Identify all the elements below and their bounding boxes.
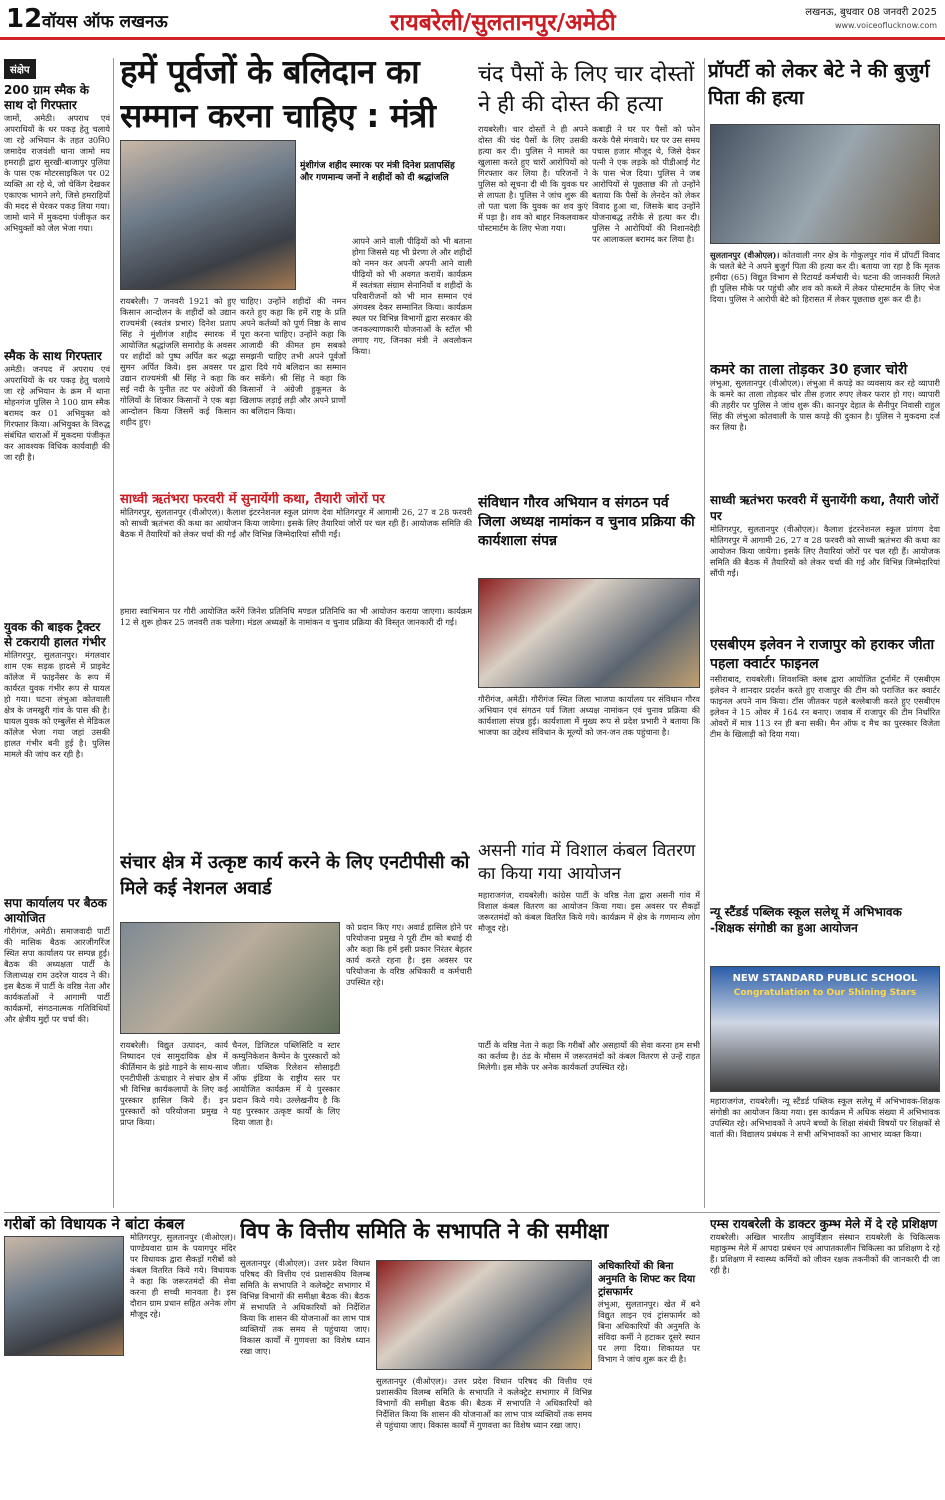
school-headline: न्यू स्टैंडर्ड पब्लिक स्कूल सलेथू में अभिभावक -शिक्षक संगोष्ठी का हुआ आयोजन: [710, 905, 902, 935]
vip-text-2: सुलतानपुर (वीओएल)। उत्तर प्रदेश विधान परिषद की वित्तीय एवं प्रशासकीय विलम्ब समिति के सभापति ने कलेक्ट्रेट सभागार में विभिन्न विभागों की समीक्षा बैठक की। बैठक में सभापति ने अधिकारियों को निर्देशित किया कि शासन की योजनाओं का लाभ पात्र व्यक्तियों तक समय से पहुंचाया जाए। विकास कार्यों में गुणवत्ता का विशेष ध्यान रखा जाए।: [376, 1376, 592, 1430]
vip-text: सुलतानपुर (वीओएल)। उत्तर प्रदेश विधान परिषद की वित्तीय एवं प्रशासकीय विलम्ब समिति के सभापति ने कलेक्ट्रेट सभागार में विभिन्न विभागों की समीक्षा बैठक की। बैठक में सभापति ने अधिकारियों को निर्देशित किया कि शासन की योजनाओं का लाभ पात्र व्यक्तियों तक समय से पहुंचाया जाए। विकास कार्यों में गुणवत्ता का विशेष ध्यान रखा जाए।: [240, 1258, 370, 1356]
transformer-headline: अधिकारियों की बिना अनुमति के शिफ्ट कर दिया ट्रांसफार्मर: [598, 1261, 696, 1298]
ntpc-photo: [120, 922, 340, 1034]
school-banner-sub: Congratulation to Our Shining Stars: [733, 988, 917, 998]
friends-headline: चंद पैसों के लिए चार दोस्तों ने ही की दोस्त की हत्या: [478, 62, 695, 117]
property-text-body: कोतवाली नगर क्षेत्र के गोकुलपुर गांव में प्रॉपर्टी विवाद के चलते बेटे ने अपने बुजुर्ग पिता की हत्या कर दी। बताया जा रहा है कि मृतक हमीदा (65) विद्युत विभाग से रिटायर्ड कर्मचारी थे। घटना की जानकारी मिलते ही पुलिस मौके पर पहुंची और शव को कब्जे में लेकर पोस्टमार्टम के लिए भेज दिया। पुलिस ने आरोपी बेटे को हिरासत में लेकर पूछताछ शुरू कर दी है।: [710, 250, 940, 304]
lock-text: लंभुआ, सुलतानपुर (वीओएल)। लंभुआ में कपड़े का व्यवसाय कर रहे व्यापारी के कमरे का ताला तोड़कर चोर तीस हजार रुपए लेकर फरार हो गए। व्यापारी की तहरीर पर पुलिस ने जांच शुरू की। कानपुर देहात के सैनीपुर निवासी राहुल सिंह की लंभुआ कोतवाली के पास कपड़े की दुकान है। पुलिस ने मुकदमा दर्ज कर लिया है।: [710, 378, 940, 432]
website-link[interactable]: www.voiceoflucknow.com: [834, 21, 937, 30]
main-photo: [120, 140, 296, 290]
brief-3-text: मोतिगरपुर, सुलतानपुर। मंगलवार शाम एक सड़क हादसे में प्राइवेट कॉलेज में फाइनेंसर के रूप में कार्यरत युवक गंभीर रूप से घायल हो गया। घटना लंभुआ कोतवाली क्षेत्र के जमखुरी गांव के पास की है। घायल युवक को एम्बुलेंस से मेडिकल कॉलेज भेजा गया जहां उसकी हालत गंभीर बनी हुई है। पुलिस मामले की जांच कर रही है।: [4, 650, 110, 759]
ntpc-text-a: रायबरेली। विद्युत उत्पादन, कार्य निष्पादन एवं सामुदायिक क्षेत्र में कीर्तिमान के झंडे गाड़ने के साथ-साथ एनटीपीसी ऊंचाहार ने संचार क्षेत्र में भी विभिन्न कार्यकलापों के लिए कई पुरस्कार हासिल किये हैं। इन पुरस्कारों को परियोजना प्रमुख ने प्राप्त किया।: [120, 1040, 228, 1127]
vip-photo: [376, 1260, 592, 1370]
brief-4-text: गौरीगंज, अमेठी। समाजवादी पार्टी की मासिक बैठक आरजीगरिंज स्थित सपा कार्यालय पर सम्पन्न हुई। बैठक की अध्यक्षता पार्टी के जिलाध्यक्ष राम उदरेज यादव ने की। इस बैठक में पार्टी के वरिष्ठ नेता और कार्यकर्ताओं ने आगामी पार्टी कार्यक्रमों, संगठनात्मक गतिविधियों और क्षेत्रीय मुद्दों पर चर्चा की।: [4, 926, 110, 1024]
mla-headline: गरीबों को विधायक ने बांटा कंबल: [4, 1216, 185, 1233]
school-photo: [710, 966, 940, 1092]
ntpc-headline: संचार क्षेत्र में उत्कृष्ट कार्य करने के लिए एनटीपीसी को मिले कई नेशनल अवार्ड: [120, 852, 470, 899]
school-banner: NEW STANDARD PUBLIC SCHOOL: [732, 973, 918, 984]
property-caption: सुलतानपुर (वीओएल)।: [710, 250, 780, 260]
vip-headline: विप के वित्तीय समिति के सभापति ने की समीक्षा: [240, 1219, 609, 1243]
exhibition-text: मोतिगरपुर, सुलतानपुर (वीओएल)। कैलाश इंटरनेशनल स्कूल प्रांगण देवा मोतिगरपुर में आगामी 26, 27 व 28 फरवरी को साध्वी ऋतंभरा की कथा का आयोजन किया जायेगा। इसके लिए तैयारियां जोरों पर चल रही हैं। आयोजक समिति की बैठक में तैयारियों को लेकर चर्चा की गई और विभिन्न जिम्मेदारियां सौंपी गईं।: [120, 507, 472, 539]
mla-photo: [4, 1236, 124, 1356]
property-headline: प्रॉपर्टी को लेकर बेटे ने की बुजुर्ग पिता की हत्या: [708, 60, 930, 109]
ntpc-text-c: को प्रदान किए गए। अवार्ड हासिल होने पर परियोजना प्रमुख ने पूरी टीम को बधाई दी और कहा कि हमें इसी प्रकार निरंतर बेहतर कार्य करते रहना है। इस अवसर पर परियोजना के वरिष्ठ अधिकारी व कर्मचारी उपस्थित रहे।: [346, 922, 472, 987]
column-rule: [113, 58, 114, 1208]
main-photo-caption: मुंशीगंज शहीद स्मारक पर मंत्री दिनेश प्रतापसिंह और गणमान्य जनों ने शहीदों को दी श्रद्धांजलि: [300, 161, 455, 183]
vip-story: [240, 1216, 700, 1256]
kambal-story: [478, 840, 700, 1210]
school-text: महाराजगंज, रायबरेली। न्यू स्टैंडर्ड पब्लिक स्कूल सलेथू में अभिभावक-शिक्षक संगोष्ठी का आयोजन किया गया। इस कार्यक्रम में अधिक संख्या में अभिभावक उपस्थित रहे। अभिभावकों ने अपने बच्चों के शिक्षा संबंधी विषयों पर शिक्षकों से वार्ता की। विद्यालय प्रबंधक ने सभी अभिभावकों का आभार व्यक्त किया।: [710, 1096, 940, 1139]
column-rule: [704, 58, 705, 1208]
mla-text: मोतिगरपुर, सुलतानपुर (वीओएल)। पाण्डेयवारा ग्राम के पयागपुर मंदिर पर विधायक द्वारा सैकड़ों गरीबों को कंबल वितरित किये गये। विधायक ने कहा कि जरूरतमंदों की सेवा करना ही सच्ची मानवता है। इस दौरान ग्राम प्रधान सहित अनेक लोग मौजूद रहे।: [130, 1232, 236, 1319]
property-text: [710, 250, 940, 360]
mla-story: [4, 1216, 236, 1496]
samvidhan-photo: [478, 578, 700, 688]
lock-headline: कमरे का ताला तोड़कर 30 हजार चोरी: [710, 362, 908, 378]
section-rule: [4, 1212, 940, 1213]
brief-1-headline: 200 ग्राम स्मैक के साथ दो गिरफ्तार: [4, 83, 89, 112]
brief-4-headline: सपा कार्यालय पर बैठक आयोजित: [4, 896, 107, 925]
main-text-a: रायबरेली। 7 जनवरी 1921 को हुए किसान आन्दोलन के शहीदों को उद्यान राज्यमंत्री (स्वतंत्र प्रभार) दिनेश प्रताप सिंह ने मुंशीगंज शहीद स्मारक में आयोजित श्रद्धांजलि समारोह के अवसर पर शहीदों को पुष्प अर्पित कर श्रद्धा सुमन अर्पित किये। इस अवसर पर उद्यान राज्यमंत्री श्री सिंह ने कहा कि सई नदी के पुनीत तट पर अंग्रेजों की गोलियों के शिकार किसानों ने एक बड़ा आन्दोलन किया जिसमें कई किसान शहीद हुए।: [120, 296, 236, 427]
sadhvi-story: [710, 492, 940, 632]
masthead: [0, 0, 945, 40]
brief-2-headline: स्मैक के साथ गिरफ्तार: [4, 349, 102, 363]
transformer-text: लंभुआ, सुलतानपुर। खेत में बने विद्युत लाइन एवं ट्रांसफार्मर को बिना अधिकारियों की अनुमति के संविदा कर्मी ने हटाकर दूसरे स्थान पर लगा दिया। शिकायत पर विभाग ने जांच शुरू कर दी है।: [598, 1299, 700, 1364]
main-text-b: चाहिए। उन्होंने शहीदों की नमन करते हुए कहा कि हमें राष्ट्र के प्रति अपने कर्तव्यों को पूर्ण निष्ठा के साथ पूरा करना चाहिए। उन्होंने कहा कि आजादी की कीमत हम सबको समझनी चाहिए तभी अपने पूर्वजों द्वारा दिये गये बलिदान का सम्मान कर सकेंगे। श्री सिंह ने कहा कि किसानों ने अंग्रेजी हुकूमत के खिलाफ लड़ाई लड़ी और अपने प्राणों का बलिदान किया।: [240, 296, 346, 416]
main-text-c: आपने आने वाली पीढ़ियों को भी बताना होगा जिससे यह भी प्रेरणा ले और शहीदों को नमन कर अपनी अपनी आने वाली पीढ़ियों को भी अवगत करायें। कार्यक्रम में स्वतंत्रता संग्राम सेनानियों व शहीदों के परिवारीजनों को भी मान सम्मान एवं अंगवस्त्र देकर सम्मानित किया। कार्यक्रम स्थल पर विभिन्न विभागों द्वारा सरकार की जनकल्याणकारी योजनाओं के स्टॉल भी लगाए गए, जिनका मंत्री ने अवलोकन किया।: [352, 236, 472, 356]
samvidhan-headline: संविधान गौरव अभियान व संगठन पर्व जिला अध्यक्ष नामांकन व चुनाव प्रक्रिया की कार्यशाला संपन्न: [478, 495, 695, 549]
cricket-text: नसीराबाद, रायबरेली। शिवशक्ति क्लब द्वारा आयोजित टूर्नामेंट में एसबीएम इलेवन ने शानदार प्रदर्शन करते हुए राजापुर की टीम को पराजित कर क्वार्टर फाइनल अपने नाम किया। टॉस जीतकर पहले बल्लेबाजी करते हुए एसबीएम इलेवन ने 15 ओवर में 164 रन बनाए। जवाब में राजापुर की टीम निर्धारित ओवरों में मात्र 113 रन ही बना सकी। मैन ऑफ द मैच का पुरस्कार विजेता टीम के खिलाड़ी को दिया गया।: [710, 674, 940, 739]
sadhvi-headline: साध्वी ऋतंभरा फरवरी में सुनायेंगी कथा, तैयारी जोरों पर: [710, 493, 939, 523]
brief-3-headline: युवक की बाइक ट्रैक्टर से टकरायी हालत गंभीर: [4, 620, 106, 649]
paper-title: वॉयस ऑफ लखनऊ: [42, 12, 168, 32]
samvidhan-text-b: हमारा स्वाभिमान पर गौरी आयोजित करेंगे जिनेश प्रतिनिधि मण्डल प्रतिनिधि का भी आयोजन कराया जाएगा। कार्यक्रम 12 से शुरू होकर 25 जनवरी तक चलेगा। मंडल अध्यक्षों के नामांकन व चुनाव प्रक्रिया की विस्तृत जानकारी दी गई।: [120, 606, 472, 627]
ntpc-text-b: चैनल, डिजिटल पब्लिसिटि व स्टार कम्युनिकेशन कैम्पेन के पुरस्कारों को जीता। पब्लिक रिलेशन सोसाइटी ऑफ इंडिया के राष्ट्रीय स्तर पर आयोजित कार्यक्रम में ये पुरस्कार प्रदान किये गये। उल्लेखनीय है कि यह पुरस्कार उत्कृष्ट कार्यों के लिए दिया जाता है।: [232, 1040, 340, 1127]
section-title: रायबरेली/सुलतानपुर/अमेठी: [390, 10, 616, 36]
date-line: [805, 6, 937, 32]
left-column: [4, 58, 110, 1208]
transformer-story: [598, 1260, 700, 1496]
exhibition-strip: [120, 492, 472, 602]
box-label: संक्षेप: [4, 59, 36, 79]
samvidhan-text-a: गौरीगंज, अमेठी। गौरीगंज स्थित जिला भाजपा कार्यालय पर संविधान गौरव अभियान एवं संगठन पर्व जिला अध्यक्ष नामांकन एवं चुनाव प्रक्रिया की कार्यशाला संपन्न हुई। कार्यशाला में मुख्य रूप से प्रदेश प्रभारी ने बताया कि भाजपा का उद्देश्य संविधान के मूल्यों को जन-जन तक पहुंचाना है।: [478, 694, 700, 737]
property-story: [708, 58, 940, 128]
property-photo: [710, 124, 940, 244]
school-story: [710, 904, 940, 964]
brief-1-text: जामों, अमेठी। अपराध एवं अपराधियों के धर पकड़ हेतु चलाये जा रहे अभियान के तहत उ0नि0 जमादेव राजवंशी थाना जामो मय हमराही द्वारा सुरखी-बाजापुर पुलिया के पास एक मोटरसाइकिल पर 02 व्यक्ति आ रहे थे, जो चेकिंग देखकर एकाएक भागने लगे, जिसे हमराहियों की मदद से घेरकर पकड़ लिया गया। जामो थाने में मुकदमा पंजीकृत कर अभियुक्तों को जेल भेजा गया।: [4, 113, 110, 233]
page-number: 12: [6, 4, 43, 34]
kumbh-headline: एम्स रायबरेली के डाक्टर कुम्भ मेले में दे रहे प्रशिक्षण: [710, 1217, 938, 1231]
sadhvi-text: मोतिगरपुर, सुलतानपुर (वीओएल)। कैलाश इंटरनेशनल स्कूल प्रांगण देवा मोतिगरपुर में आगामी 26, 27 व 28 फरवरी को साध्वी ऋतंभरा की कथा का आयोजन किया जायेगा। इसके लिए तैयारियां जोरों पर चल रही हैं। आयोजक समिति की बैठक में तैयारियों को लेकर चर्चा की गई और विभिन्न जिम्मेदारियां सौंपी गईं।: [710, 524, 940, 578]
kambal-text-a: महाराजगंज, रायबरेली। कांग्रेस पार्टी के वरिष्ठ नेता द्वारा असनी गांव में विशाल कंबल वितरण का आयोजन किया गया। इस अवसर पर सैकड़ों जरूरतमंदों को कंबल वितरित किये गये। कार्यक्रम में क्षेत्र के गणमान्य लोग मौजूद रहे।: [478, 890, 700, 933]
cricket-story: [710, 636, 940, 900]
kumbh-text: रायबरेली। अखिल भारतीय आयुर्विज्ञान संस्थान रायबरेली के चिकित्सक महाकुम्भ मेले में आपदा प्रबंधन एवं आपातकालीन चिकित्सा का प्रशिक्षण दे रहे हैं। प्रशिक्षण में स्वास्थ्य कर्मियों को जीवन रक्षक तकनीकों की जानकारी दी जा रही है।: [710, 1232, 940, 1275]
main-headline: हमें पूर्वजों के बलिदान का सम्मान करना चाहिए : मंत्री: [120, 52, 436, 135]
cricket-headline: एसबीएम इलेवन ने राजापुर को हराकर जीता पहला क्वार्टर फाइनल: [710, 637, 935, 672]
brief-2-text: अमेठी। जनपद में अपराध एवं अपराधियों के धर पकड़ हेतु चलाये जा रहे अभियान के क्रम में थाना मोहनगंज पुलिस ने 100 ग्राम स्मैक बरामद कर 01 अभियुक्त को गिरफ्तार किया। अभियुक्त के विरुद्ध संबंधित धाराओं में मुकदमा पंजीकृत कर आवश्यक विधिक कार्यवाही की जा रही है।: [4, 364, 110, 462]
friends-text-a: रायबरेली। चार दोस्तों ने ही अपने दोस्त की चंद पैसों के लिए उसकी हत्या कर दी। पुलिस ने मामले का खुलासा करते हुए चारों आरोपियों को गिरफ्तार कर लिया है। परिजनों ने पुलिस को सूचना दी थी कि युवक घर से लापता है। पुलिस ने जांच शुरू की तो पता चला कि युवक का शव कुएं में पड़ा है। शव को बाहर निकलवाकर पोस्टमार्टम के लिए भेजा गया।: [478, 124, 588, 233]
date-text: लखनऊ, बुधवार 08 जनवरी 2025: [805, 7, 937, 18]
kambal-headline: असनी गांव में विशाल कंबल वितरण का किया गया आयोजन: [478, 841, 696, 884]
kumbh-story: [710, 1216, 940, 1496]
lock-story: [710, 362, 940, 490]
samvidhan-story: [478, 494, 700, 574]
exhibition-headline: साध्वी ऋतंभरा फरवरी में सुनायेंगी कथा, तैयारी जोरों पर: [120, 492, 385, 507]
friends-text-b: कबाड़ी ने घर पर पैसों को फोन करके पैसे मंगवाये। घर पर उस समय पचास हजार मौजूद थे, जिसे देकर पत्नी ने एक लड़के को पीडीआई गेट के पास भेज दिया। पुलिस ने जब आरोपियों से पूछताछ की तो उन्होंने बताया कि पैसों के लेनदेन को लेकर विवाद हुआ था, जिसके बाद उन्होंने योजनाबद्ध तरीके से हत्या कर दी। पुलिस ने आरोपियों की निशानदेही पर आलाकत्ल बरामद कर लिया है।: [592, 124, 700, 244]
kambal-text-b: पार्टी के वरिष्ठ नेता ने कहा कि गरीबों और असहायों की सेवा करना हम सभी का कर्तव्य है। ठंड के मौसम में जरूरतमंदों को कंबल वितरण से उन्हें राहत मिलेगी। इस मौके पर अनेक कार्यकर्ता उपस्थित रहे।: [478, 1040, 700, 1072]
